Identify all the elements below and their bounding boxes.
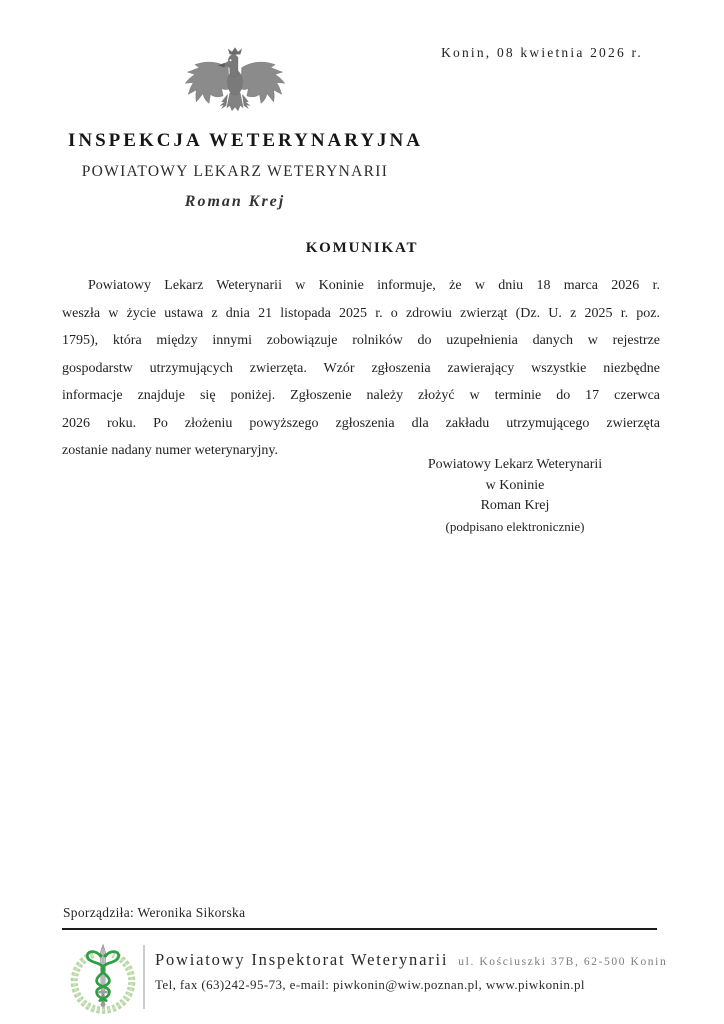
signature-block (370, 455, 660, 537)
institution-title: INSPEKCJA WETERYNARYJNA (68, 130, 423, 151)
prepared-by-line: Sporządziła: Weronika Sikorska (63, 905, 246, 920)
officer-name: Roman Krej (184, 193, 286, 210)
body-line: Powiatowy Lekarz Weterynarii w Koninie informuje, że w dniu 18 marca 2026 r. (88, 278, 660, 293)
date-line: Konin, 08 kwietnia 2026 r. (441, 45, 643, 60)
signature-role: Powiatowy Lekarz Weterynarii (427, 457, 603, 472)
footer-contact: Tel, fax (63)242-95-73, e-mail: piwkonin@wiw.poznan.pl, www.piwkonin.pl (155, 977, 585, 992)
footer-text (155, 950, 668, 993)
polish-eagle-icon (68, 46, 402, 124)
letterhead (68, 46, 423, 211)
signature-note: (podpisano elektronicznie) (445, 518, 585, 534)
footer-divider (143, 945, 145, 1009)
footer-address: ul. Kościuszki 37B, 62-500 Konin (458, 956, 668, 968)
body-line: zostanie nadany numer weterynaryjny. (62, 443, 279, 458)
footer-rule (62, 928, 657, 930)
body-line: 2026 roku. Po złożeniu powyższego zgłoszenia dla zakładu utrzymującego zwierzęta (62, 415, 660, 431)
body-line: informacje znajduje się poniżej. Zgłoszenie należy złożyć w terminie do 17 czerwca (62, 388, 660, 403)
document-title: KOMUNIKAT (305, 240, 419, 256)
office-title: POWIATOWY LEKARZ WETERYNARII (81, 163, 389, 180)
body-line: weszła w życie ustawa z dnia 21 listopada 2025 r. o zdrowiu zwierząt (Dz. U. z 2025 r. poz. (62, 305, 660, 321)
footer (60, 941, 668, 1019)
signature-name: Roman Krej (480, 498, 550, 513)
signature-location: w Koninie (485, 477, 545, 493)
body-paragraph (62, 272, 660, 465)
body-line: gospodarstw utrzymujących zwierzęta. Wzór zgłoszenia zawierający wszystkie niezbędne (62, 360, 660, 376)
veterinary-caduceus-icon (62, 943, 144, 1020)
footer-org-name: Powiatowy Inspektorat Weterynarii (155, 950, 449, 969)
body-line: 1795), która między innymi zobowiązuje rolników do uzupełnienia danych w rejestrze (62, 333, 660, 348)
